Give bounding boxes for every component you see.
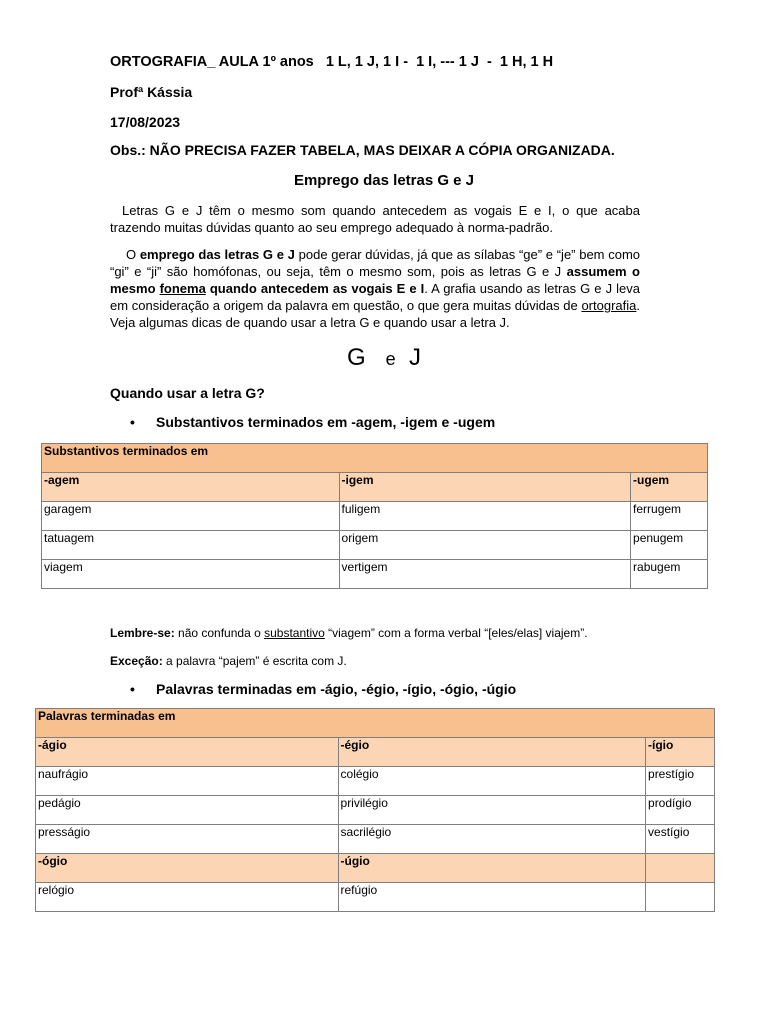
column-header: -igem [339, 473, 631, 502]
table-substantivos [41, 443, 708, 589]
g-e-j-heading: G e J [346, 344, 422, 371]
intro-paragraph: Letras G e J têm o mesmo som quando antecedem as vogais E e I, o que acaba trazendo muitas dúvidas quanto ao seu emprego adequado à norma-padrão. [110, 203, 640, 235]
table-palavras [35, 708, 715, 912]
column-header: -ágio [36, 738, 339, 767]
lesson-title: ORTOGRAFIA_ AULA 1º anos 1 L, 1 J, 1 I - 1 I, --- 1 J - 1 H, 1 H [110, 54, 554, 70]
question-heading: Quando usar a letra G? [110, 385, 265, 401]
column-header [646, 854, 715, 883]
explanation-paragraph: O emprego das letras G e J pode gerar dúvidas, já que as sílabas “ge” e “je” bem como “gi” e “ji” são homófonas, ou seja, têm o mesmo som, pois as letras G e J assumem o mesmo fonema quando antecedem as vogais E e I. A grafia usando as letras G e J leva em consideração a origem da palavra em questão, o que gera muitas dúvidas de ortografia. Veja algumas dicas de quando usar a letra G e quando usar a letra J. [110, 247, 640, 330]
bullet-icon: • [130, 681, 135, 697]
exception-note: Exceção: a palavra “pajem” é escrita com J. [110, 654, 347, 668]
column-header: -ugem [631, 473, 708, 502]
table-title: Substantivos terminados em [42, 444, 708, 473]
table-row: naufrágio colégio prestígio [36, 767, 715, 796]
table-row: viagem vertigem rabugem [42, 560, 708, 589]
column-header: -égio [338, 738, 646, 767]
bullet-palavras: • Palavras terminadas em -ágio, -égio, -ígio, -ógio, -úgio [130, 681, 517, 697]
table-row: presságio sacrilégio vestígio [36, 825, 715, 854]
column-header: -ígio [646, 738, 715, 767]
table-row: pedágio privilégio prodígio [36, 796, 715, 825]
table-row: tatuagem origem penugem [42, 531, 708, 560]
table-row: garagem fuligem ferrugem [42, 502, 708, 531]
table-title: Palavras terminadas em [36, 709, 715, 738]
bullet-icon: • [130, 414, 135, 430]
section-title: Emprego das letras G e J [293, 172, 475, 189]
reminder-note: Lembre-se: não confunda o substantivo “viagem” com a forma verbal “[eles/elas] viajem”. [110, 626, 588, 640]
bullet-substantivos: • Substantivos terminados em -agem, -igem e -ugem [130, 414, 496, 430]
table-row: relógio refúgio [36, 883, 715, 912]
column-header: -agem [42, 473, 340, 502]
column-header: -úgio [338, 854, 646, 883]
column-header: -ógio [36, 854, 339, 883]
observation: Obs.: NÃO PRECISA FAZER TABELA, MAS DEIXAR A CÓPIA ORGANIZADA. [110, 142, 615, 158]
teacher-name: Profª Kássia [110, 84, 193, 100]
lesson-date: 17/08/2023 [110, 114, 181, 130]
